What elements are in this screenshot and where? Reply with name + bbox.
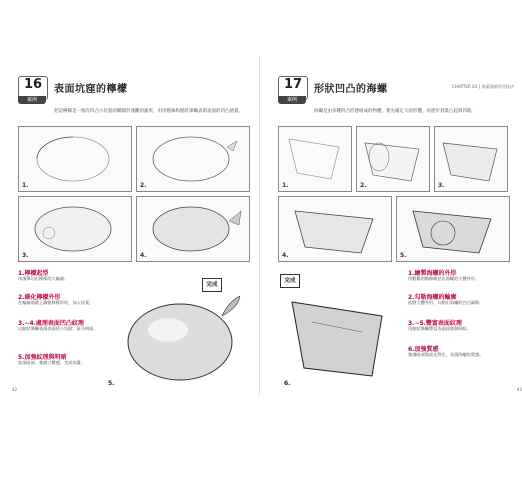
step-text: 在輪廓基礎上調整檸檬形狀，加入枝葉。 xyxy=(18,300,94,305)
lesson-title: 形狀凹凸的海螺 xyxy=(314,84,388,95)
step-text: 以點狀筆觸表現表面的小坑點，區分明暗。 xyxy=(18,326,98,331)
step-image-4 xyxy=(278,196,392,262)
step-number: 4. xyxy=(140,252,147,259)
page-number: 42 xyxy=(12,387,18,392)
step-number: 1. xyxy=(282,182,289,189)
lemon-sketch-4 xyxy=(137,197,249,261)
step-image-5 xyxy=(396,196,510,262)
step-image-1 xyxy=(18,126,132,192)
step-number: 2. xyxy=(140,182,147,189)
lesson-title: 表面坑窪的檸檬 xyxy=(54,84,128,95)
lesson-tag: 案例 xyxy=(18,96,46,104)
lesson-tag: 案例 xyxy=(278,96,306,104)
step-title: 6.加強質感 xyxy=(408,346,439,353)
step-number: 4. xyxy=(282,252,289,259)
finished-lemon-drawing xyxy=(122,292,252,388)
step-title: 2.細化檸檬外形 xyxy=(18,294,61,301)
done-label: 完成 xyxy=(202,278,222,292)
step-title: 5.加強紋理與明暗 xyxy=(18,354,67,361)
lemon-sketch-3 xyxy=(19,197,131,261)
step-text: 依照大體外形，勾勒出海螺的凹凸細節。 xyxy=(408,300,484,305)
step-text: 加深暗部，強調立體感，完成刻畫。 xyxy=(18,360,86,365)
step-title: 1.檸檬起型 xyxy=(18,270,49,277)
finished-shell-drawing xyxy=(282,292,402,388)
lesson-number-box: 17 xyxy=(278,76,308,100)
step-image-2 xyxy=(136,126,250,192)
step-number: 6. xyxy=(284,380,291,387)
lesson-intro: 海螺是由多種凹凸形態組成的物體，要先確定大的形體，再逐步刻畫凸起與凹陷。 xyxy=(314,109,476,114)
shell-sketch-3 xyxy=(435,127,507,191)
step-title: 3.~4.處理表面凹凸紋理 xyxy=(18,320,84,327)
lesson-intro: 把這檸檬是一個有凹凸小坑點的橢圓形淺觀的蔬果，用用輕線和點狀筆觸表現表面的凹凸感覺。 xyxy=(54,109,243,114)
lesson-number-box: 16 xyxy=(18,76,48,100)
lemon-sketch-1 xyxy=(19,127,131,191)
step-text: 強調暗部與高光對比，表現海螺的質感。 xyxy=(408,352,484,357)
chapter-label: CHAPTER 03 │ 點素描繪常用技法 xyxy=(451,84,514,89)
step-title: 3.~5.豐富表面紋理 xyxy=(408,320,462,327)
step-image-3 xyxy=(434,126,508,192)
step-number: 5. xyxy=(108,380,115,387)
step-image-2 xyxy=(356,126,430,192)
step-text: 用點狀筆觸豐富表面紋理與明暗。 xyxy=(408,326,471,331)
done-label: 完成 xyxy=(280,274,300,288)
step-image-3 xyxy=(18,196,132,262)
shell-sketch-4 xyxy=(279,197,391,261)
page-number: 43 xyxy=(516,387,522,392)
lemon-sketch-2 xyxy=(137,127,249,191)
left-page xyxy=(12,56,262,396)
step-title: 2.勾勒海螺的輪廓 xyxy=(408,294,457,301)
step-text: 用輕鬆的線條概括出海螺的大體外形。 xyxy=(408,276,480,281)
step-number: 2. xyxy=(360,182,367,189)
step-image-1 xyxy=(278,126,352,192)
step-number: 5. xyxy=(400,252,407,259)
book-spine xyxy=(259,56,260,396)
step-number: 1. xyxy=(22,182,29,189)
step-image-4 xyxy=(136,196,250,262)
step-number: 3. xyxy=(22,252,29,259)
step-title: 1.繪製海螺的外形 xyxy=(408,270,457,277)
shell-sketch-2 xyxy=(357,127,429,191)
shell-sketch-1 xyxy=(279,127,351,191)
step-text: 用淺筆勾出檸檬的大輪廓。 xyxy=(18,276,69,281)
step-number: 3. xyxy=(438,182,445,189)
shell-sketch-5 xyxy=(397,197,509,261)
right-page xyxy=(272,56,522,396)
